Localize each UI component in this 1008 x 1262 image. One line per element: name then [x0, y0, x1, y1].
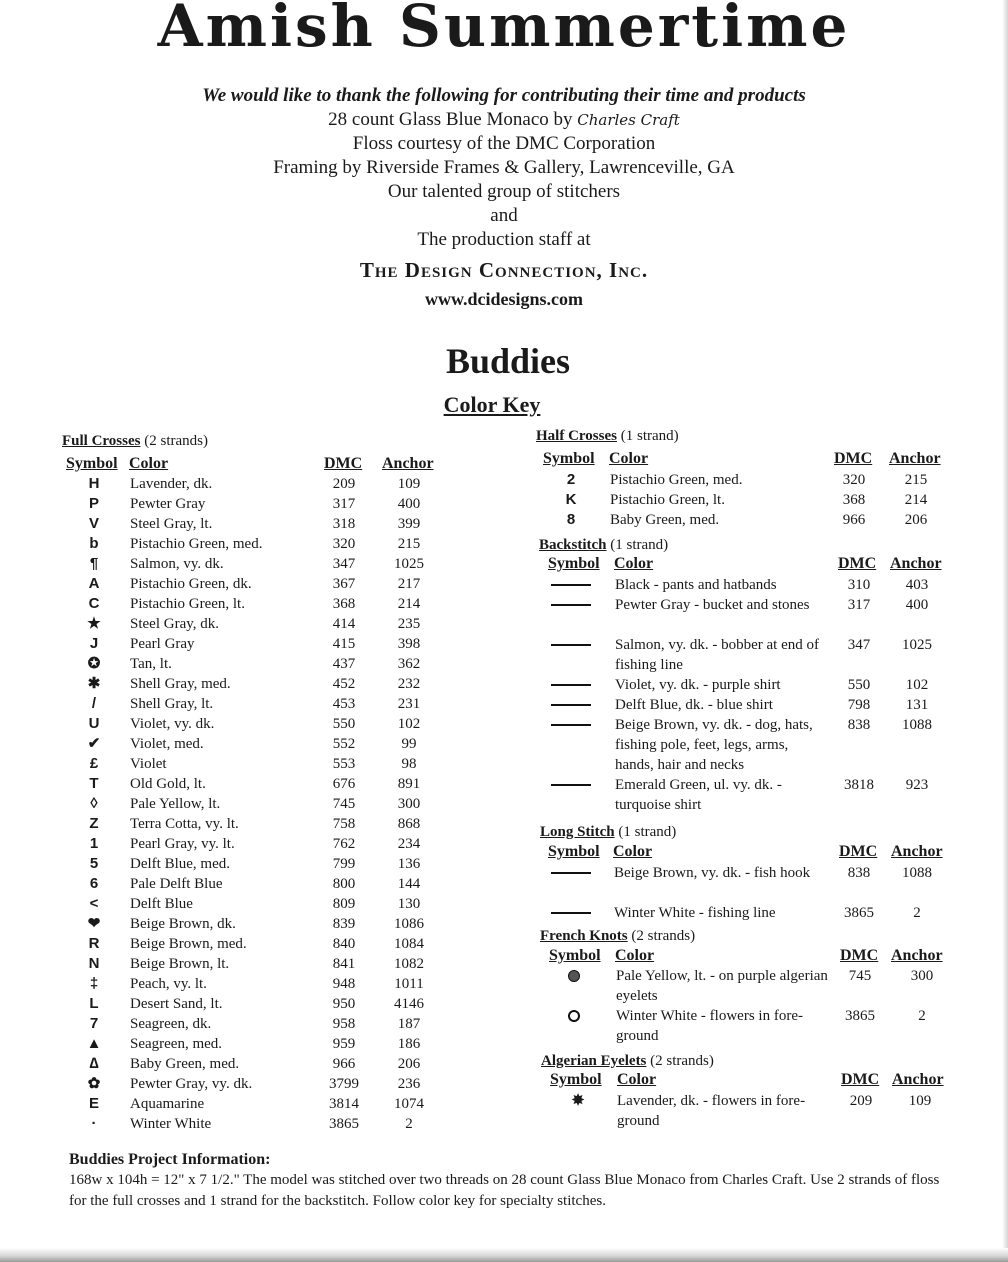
symbol-glyph-icon: ❤ [87, 915, 101, 932]
color-name: Emerald Green, ul. vy. dk. - turquoise shirt [615, 777, 782, 813]
anchor-number: 923 [905, 777, 929, 793]
symbol-glyph-icon: C [88, 595, 100, 612]
algerian-eyelets-heading [541, 1051, 714, 1071]
color-name: Seagreen, med. [130, 1036, 223, 1052]
dmc-number: 414 [332, 616, 356, 632]
symbol-glyph-icon: T [89, 775, 99, 792]
dmc-number: 347 [332, 556, 356, 572]
color-name: Peach, vy. lt. [130, 976, 207, 992]
color-name: Delft Blue, med. [130, 856, 230, 872]
anchor-number: 109 [908, 1093, 932, 1109]
anchor-number: 2 [405, 1116, 413, 1132]
dmc-number: 310 [847, 577, 871, 593]
color-name: Steel Gray, dk. [130, 616, 220, 632]
anchor-number: 1088 [902, 717, 932, 733]
anchor-number: 136 [397, 856, 421, 872]
project-info-title: Buddies Project Information: [69, 1151, 271, 1168]
half-crosses-dmc-header: DMC [834, 450, 873, 467]
color-name: Terra Cotta, vy. lt. [130, 816, 239, 832]
dmc-number: 758 [332, 816, 356, 832]
color-name: Baby Green, med. [130, 1056, 240, 1072]
color-name: Beige Brown, vy. dk. - fish hook [614, 865, 811, 881]
page-title: Amish Summertime [157, 0, 851, 60]
long-stitch-line-icon-mark [551, 912, 591, 914]
anchor-number: 98 [401, 756, 417, 772]
dmc-number: 838 [847, 717, 871, 733]
color-name: Desert Sand, lt. [130, 996, 223, 1012]
half-crosses-heading [536, 426, 679, 446]
symbol-glyph-icon: E [88, 1095, 99, 1112]
long-stitch-heading [540, 822, 676, 842]
project-info [69, 1149, 949, 1212]
anchor-number: 215 [904, 472, 928, 488]
credits-stitchers: Our talented group of stitchers [387, 181, 621, 202]
anchor-number: 1084 [394, 936, 424, 952]
color-name: Violet [130, 756, 167, 772]
anchor-number: 214 [904, 492, 928, 508]
company-name: The Design Connection, Inc. [359, 258, 649, 282]
anchor-number: 236 [397, 1076, 421, 1092]
anchor-number: 109 [397, 476, 421, 492]
color-name: Delft Blue, dk. - blue shirt [615, 697, 773, 713]
long-stitch-title: Long Stitch [540, 824, 615, 840]
anchor-number: 206 [397, 1056, 421, 1072]
anchor-number: 99 [401, 736, 417, 752]
credits-framing: Framing by Riverside Frames & Gallery, Lawrenceville, GA [273, 157, 735, 178]
anchor-number: 891 [397, 776, 421, 792]
color-name: Pistachio Green, dk. [130, 576, 252, 592]
long-stitch-strands: (1 strand) [618, 824, 677, 840]
long-stitch-line-icon-mark [551, 872, 591, 874]
french-knot-icon [552, 1006, 596, 1026]
algerian-eyelets-title: Algerian Eyelets [541, 1053, 647, 1069]
anchor-number: 130 [397, 896, 421, 912]
color-name: Seagreen, dk. [130, 1016, 212, 1032]
symbol-glyph-icon: 2 [566, 471, 576, 488]
color-name: Steel Gray, lt. [130, 516, 213, 532]
color-name: Lavender, dk. - flowers in fore-ground [617, 1093, 806, 1129]
long-stitch-anchor-header: Anchor [891, 843, 943, 860]
dmc-number: 318 [332, 516, 356, 532]
dmc-number: 452 [332, 676, 356, 692]
french-knots-heading [540, 926, 695, 946]
color-name: Violet, vy. dk. - purple shirt [615, 677, 781, 693]
anchor-number: 400 [397, 496, 421, 512]
color-name: Delft Blue [130, 896, 193, 912]
backstitch-strands: (1 strand) [610, 537, 669, 553]
symbol-glyph-icon: J [89, 635, 99, 652]
backstitch-line-icon-mark [551, 644, 591, 646]
long-stitch-line-icon [549, 903, 593, 923]
dmc-number: 809 [332, 896, 356, 912]
anchor-number: 206 [904, 512, 928, 528]
dmc-number: 966 [842, 512, 866, 528]
backstitch-line-icon [549, 775, 593, 795]
full-crosses-title: Full Crosses [62, 433, 141, 449]
symbol-glyph-icon: R [88, 935, 100, 952]
full-crosses-dmc-header: DMC [324, 455, 363, 472]
dmc-number: 320 [842, 472, 866, 488]
dmc-number: 209 [332, 476, 356, 492]
color-name: Salmon, vy. dk. - bobber at end of fishing line [615, 637, 819, 673]
anchor-number: 102 [397, 716, 421, 732]
color-name: Winter White [130, 1116, 212, 1132]
anchor-number: 1088 [902, 865, 932, 881]
backstitch-line-icon-mark [551, 584, 591, 586]
dmc-number: 347 [847, 637, 871, 653]
symbol-glyph-icon: 1 [89, 835, 99, 852]
anchor-number: 403 [905, 577, 929, 593]
color-name: Pale Yellow, lt. - on purple algerian eyelets [616, 968, 828, 1004]
symbol-glyph-icon: 7 [89, 1015, 99, 1032]
backstitch-line-icon [549, 635, 593, 655]
anchor-number: 232 [397, 676, 421, 692]
symbol-glyph-icon: ∆ [89, 1055, 99, 1072]
credits-block [0, 84, 1008, 312]
long-stitch-color-header: Color [613, 843, 653, 860]
dmc-number: 676 [332, 776, 356, 792]
dmc-number: 368 [332, 596, 356, 612]
backstitch-line-icon-mark [551, 604, 591, 606]
color-name: Beige Brown, med. [130, 936, 247, 952]
symbol-glyph-icon: ✱ [87, 675, 101, 692]
anchor-number: 187 [397, 1016, 421, 1032]
dmc-number: 841 [332, 956, 356, 972]
dmc-number: 958 [332, 1016, 356, 1032]
french-knot-icon [552, 966, 596, 986]
anchor-number: 300 [397, 796, 421, 812]
french-knots-dmc-header: DMC [840, 947, 879, 964]
backstitch-line-icon [549, 595, 593, 615]
color-name: Tan, lt. [130, 656, 172, 672]
symbol-glyph-icon: ▲ [86, 1035, 102, 1052]
color-name: Baby Green, med. [610, 512, 720, 528]
anchor-number: 214 [397, 596, 421, 612]
dmc-number: 745 [332, 796, 356, 812]
full-crosses-anchor-header: Anchor [382, 455, 434, 472]
color-name: Shell Gray, med. [130, 676, 231, 692]
algerian-eyelets-color-header: Color [617, 1071, 657, 1088]
company-website: www.dcidesigns.com [424, 289, 583, 309]
color-name: Beige Brown, dk. [130, 916, 236, 932]
dmc-number: 552 [332, 736, 356, 752]
dmc-number: 745 [848, 968, 872, 984]
anchor-number: 234 [397, 836, 421, 852]
backstitch-line-icon [549, 695, 593, 715]
algerian-eyelets-strands: (2 strands) [650, 1053, 714, 1069]
backstitch-heading [539, 535, 668, 555]
french-knots-strands: (2 strands) [631, 928, 696, 944]
half-crosses-title: Half Crosses [536, 428, 617, 444]
symbol-glyph-icon: · [91, 1115, 97, 1132]
anchor-number: 398 [397, 636, 421, 652]
backstitch-line-icon-mark [551, 784, 591, 786]
dmc-number: 950 [332, 996, 356, 1012]
anchor-number: 131 [905, 697, 929, 713]
page-bottom-edge [0, 1248, 1008, 1262]
color-name: Pearl Gray, vy. lt. [130, 836, 235, 852]
symbol-glyph-icon: ◊ [90, 795, 98, 812]
dmc-number: 3818 [844, 777, 874, 793]
full-crosses-strands: (2 strands) [144, 433, 208, 449]
symbol-glyph-icon: H [88, 475, 100, 492]
backstitch-line-icon [549, 675, 593, 695]
anchor-number: 1011 [394, 976, 424, 992]
symbol-glyph-icon: U [88, 715, 100, 732]
full-crosses-heading [62, 431, 208, 451]
backstitch-line-icon [549, 575, 593, 595]
backstitch-title: Backstitch [539, 537, 607, 553]
color-key-title: Color Key [443, 392, 541, 417]
anchor-number: 1082 [394, 956, 424, 972]
algerian-eyelets-anchor-header: Anchor [892, 1071, 944, 1088]
symbol-glyph-icon: ✿ [87, 1075, 101, 1092]
dmc-number: 550 [332, 716, 356, 732]
long-stitch-line-icon [549, 863, 593, 883]
algerian-eyelets-symbol-header: Symbol [550, 1071, 602, 1088]
algerian-eyelets-dmc-header: DMC [841, 1071, 880, 1088]
french-knot-open-icon-mark [568, 1010, 580, 1022]
half-crosses-anchor-header: Anchor [889, 450, 941, 467]
dmc-number: 840 [332, 936, 356, 952]
color-name: Lavender, dk. [130, 476, 213, 492]
dmc-number: 367 [332, 576, 356, 592]
half-crosses-strands: (1 strand) [620, 428, 679, 444]
dmc-number: 966 [332, 1056, 356, 1072]
anchor-number: 4146 [394, 996, 424, 1012]
backstitch-dmc-header: DMC [838, 555, 877, 572]
dmc-number: 799 [332, 856, 356, 872]
dmc-number: 948 [332, 976, 356, 992]
dmc-number: 3865 [844, 905, 874, 921]
half-crosses-color-header: Color [609, 450, 649, 467]
french-knots-symbol-header: Symbol [549, 947, 601, 964]
anchor-number: 2 [913, 905, 921, 921]
symbol-glyph-icon: £ [89, 755, 99, 772]
symbol-glyph-icon: V [88, 515, 99, 532]
color-name: Beige Brown, lt. [130, 956, 230, 972]
anchor-number: 1025 [394, 556, 424, 572]
symbol-glyph-icon: K [565, 491, 577, 508]
backstitch-color-header: Color [614, 555, 654, 572]
credits-fabric-text: 28 count Glass Blue Monaco by [328, 109, 573, 130]
anchor-number: 186 [397, 1036, 421, 1052]
color-name: Shell Gray, lt. [130, 696, 214, 712]
color-name: Beige Brown, vy. dk. - dog, hats, fishing pole, feet, legs, arms, hands, hair and necks [615, 717, 813, 773]
anchor-number: 102 [905, 677, 929, 693]
anchor-number: 868 [397, 816, 421, 832]
dmc-number: 368 [842, 492, 866, 508]
anchor-number: 400 [905, 597, 929, 613]
dmc-number: 320 [332, 536, 356, 552]
dmc-number: 800 [332, 876, 356, 892]
dmc-number: 415 [332, 636, 356, 652]
backstitch-line-icon [549, 715, 593, 735]
color-name: Pistachio Green, lt. [610, 492, 725, 508]
symbol-glyph-icon: A [88, 575, 100, 592]
color-name: Pistachio Green, med. [130, 536, 263, 552]
symbol-glyph-icon: ✪ [87, 655, 101, 672]
backstitch-line-icon-mark [551, 684, 591, 686]
anchor-number: 1086 [394, 916, 424, 932]
symbol-glyph-icon: P [88, 495, 99, 512]
backstitch-anchor-header: Anchor [890, 555, 942, 572]
color-name: Violet, vy. dk. [130, 716, 215, 732]
anchor-number: 144 [397, 876, 421, 892]
color-name: Winter White - flowers in fore-ground [616, 1008, 803, 1044]
color-name: Pistachio Green, lt. [130, 596, 245, 612]
dmc-number: 3865 [329, 1116, 359, 1132]
anchor-number: 1025 [902, 637, 932, 653]
color-name: Pistachio Green, med. [610, 472, 743, 488]
dmc-number: 317 [847, 597, 871, 613]
dmc-number: 3799 [329, 1076, 359, 1092]
dmc-number: 550 [847, 677, 871, 693]
anchor-number: 362 [397, 656, 421, 672]
color-name: Old Gold, lt. [130, 776, 206, 792]
french-knots-anchor-header: Anchor [891, 947, 943, 964]
symbol-glyph-icon: N [88, 955, 100, 972]
dmc-number: 209 [849, 1093, 873, 1109]
symbol-glyph-icon: 5 [89, 855, 99, 872]
color-name: Salmon, vy. dk. [130, 556, 224, 572]
half-crosses-symbol-header: Symbol [543, 450, 595, 467]
design-title: Buddies [445, 341, 571, 381]
backstitch-symbol-header: Symbol [548, 555, 600, 572]
symbol-glyph-icon: L [89, 995, 99, 1012]
color-name: Violet, med. [130, 736, 204, 752]
symbol-glyph-icon: < [89, 895, 99, 912]
backstitch-line-icon-mark [551, 704, 591, 706]
dmc-number: 839 [332, 916, 356, 932]
dmc-number: 3814 [329, 1096, 359, 1112]
dmc-number: 959 [332, 1036, 356, 1052]
french-knots-title: French Knots [540, 928, 628, 944]
dmc-number: 3865 [845, 1008, 875, 1024]
long-stitch-dmc-header: DMC [839, 843, 878, 860]
long-stitch-symbol-header: Symbol [548, 843, 600, 860]
symbol-glyph-icon: 8 [566, 511, 576, 528]
anchor-number: 2 [918, 1008, 926, 1024]
color-name: Winter White - fishing line [614, 905, 776, 921]
anchor-number: 399 [397, 516, 421, 532]
backstitch-line-icon-mark [551, 724, 591, 726]
credits-staff: The production staff at [417, 229, 591, 250]
symbol-glyph-icon: Z [89, 815, 99, 832]
project-info-text: 168w x 104h = 12" x 7 1/2." The model was stitched over two threads on 28 count Glass Blue Monaco from Charles Craft. Use 2 strands of floss for the full crosses and 1 strand for the backstitch. Follow color key for specialty stitches. [69, 1172, 940, 1209]
symbol-glyph-icon: ✔ [87, 735, 101, 752]
symbol-glyph-icon: ★ [87, 615, 101, 632]
full-crosses-symbol-header: Symbol [66, 455, 118, 472]
anchor-number: 215 [397, 536, 421, 552]
french-knots-color-header: Color [615, 947, 655, 964]
charles-craft-logo: Charles Craft [577, 111, 680, 129]
symbol-glyph-icon: ‡ [89, 975, 99, 992]
dmc-number: 437 [332, 656, 356, 672]
color-name: Pale Yellow, lt. [130, 796, 221, 812]
color-name: Pewter Gray - bucket and stones [615, 597, 810, 613]
dmc-number: 453 [332, 696, 356, 712]
anchor-number: 1074 [394, 1096, 424, 1112]
full-crosses-color-header: Color [129, 455, 169, 472]
color-name: Pewter Gray, vy. dk. [130, 1076, 253, 1092]
symbol-glyph-icon: / [91, 695, 97, 712]
anchor-number: 231 [397, 696, 421, 712]
french-knot-icon-mark [568, 970, 580, 982]
symbol-glyph-icon: ¶ [89, 555, 99, 572]
color-name: Pewter Gray [130, 496, 206, 512]
anchor-number: 217 [397, 576, 421, 592]
anchor-number: 300 [910, 968, 934, 984]
credits-thanks: We would like to thank the following for contributing their time and products [202, 85, 806, 106]
dmc-number: 838 [847, 865, 871, 881]
dmc-number: 762 [332, 836, 356, 852]
anchor-number: 235 [397, 616, 421, 632]
dmc-number: 798 [847, 697, 871, 713]
credits-and: and [490, 205, 518, 226]
color-name: Black - pants and hatbands [615, 577, 777, 593]
color-name: Pale Delft Blue [130, 876, 223, 892]
color-name: Aquamarine [130, 1096, 205, 1112]
dmc-number: 317 [332, 496, 356, 512]
credits-fabric [0, 108, 1008, 132]
color-name: Pearl Gray [130, 636, 195, 652]
credits-floss: Floss courtesy of the DMC Corporation [352, 133, 656, 154]
symbol-glyph-icon: b [89, 535, 99, 552]
symbol-glyph-icon: 6 [89, 875, 99, 892]
symbol-glyph-icon: ✸ [571, 1092, 585, 1109]
dmc-number: 553 [332, 756, 356, 772]
